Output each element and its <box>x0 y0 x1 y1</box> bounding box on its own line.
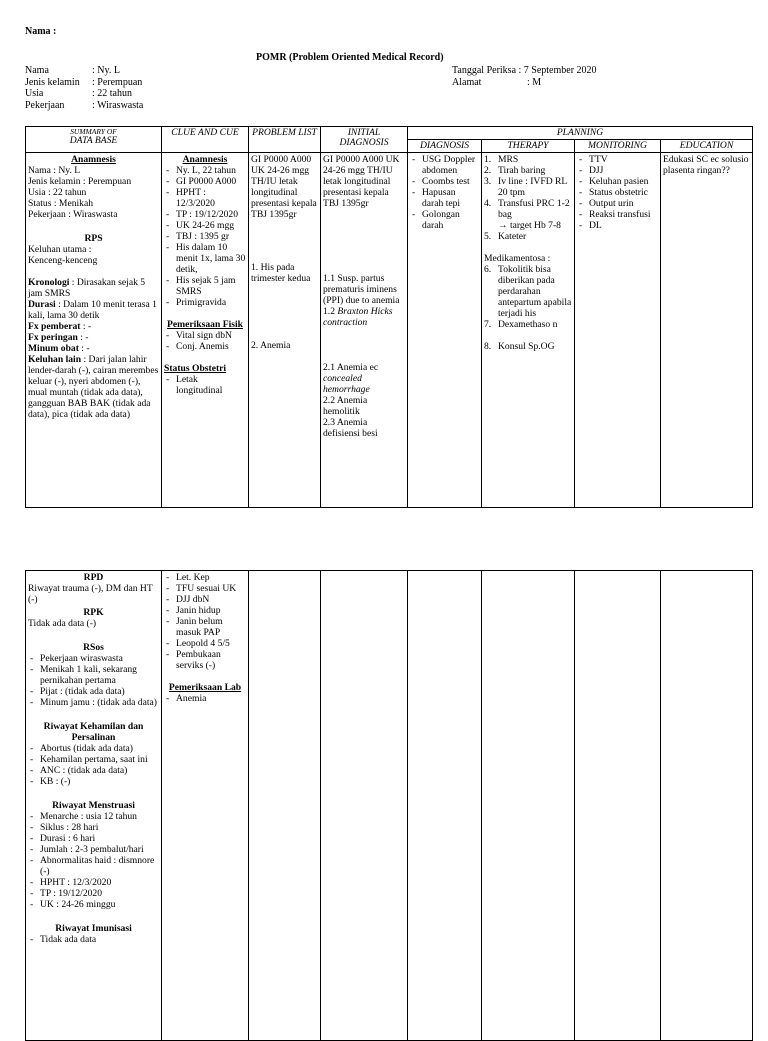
pemeriksaan-lab-heading: Pemeriksaan Lab <box>168 682 242 693</box>
list-item: - HPHT : 12/3/2020 <box>28 877 159 888</box>
list-item: - Coombs test <box>410 176 479 187</box>
problem-main: GI P0000 A000 UK 24-26 mgg TH/IU letak longitudinal presentasi kepala TBJ 1395gr <box>251 154 317 220</box>
rpk-heading: RPK <box>83 607 104 618</box>
problem-2: 2. Anemia <box>251 340 291 351</box>
initial-1-1: 1.1 Susp. partus prematuris iminens (PPI) due to anemia <box>323 273 400 306</box>
summary-cell-continued <box>26 571 162 1041</box>
list-item: 8. Konsul Sp.OG <box>484 341 555 352</box>
rpd-heading: RPD <box>83 572 104 583</box>
initial-2-1: 2.1 Anemia ec concealed hemorrhage <box>323 362 379 395</box>
list-item: - TTV <box>577 154 658 165</box>
keluhan-lain: Keluhan lain : Dari jalan lahir lender-darah (-), cairan merembes keluar (-), nyeri abdomen (-), mual muntah (tidak ada data), gangguan BAB BAK (tidak ada data), pica (tidak ada data) <box>28 354 159 420</box>
rsos-list <box>28 653 159 708</box>
clue-list <box>164 693 246 704</box>
rps-heading: RPS <box>84 233 103 244</box>
fx-peringan: Fx peringan : - <box>28 332 89 343</box>
initial-1-2: 1.2 Braxton Hicks contraction <box>323 306 393 328</box>
therapy-cell <box>482 153 575 508</box>
list-item: - His dalam 10 menit 1x, lama 30 detik, <box>164 242 246 275</box>
list-item: - Jumlah : 2-3 pembalut/hari <box>28 844 159 855</box>
header-education: EDUCATION <box>661 140 753 153</box>
transfusion-target: → target Hb 7-8 <box>498 220 561 231</box>
therapy-list <box>484 341 572 352</box>
patient-value: : Perempuan <box>92 76 143 88</box>
list-item: - Reaksi transfusi <box>577 209 658 220</box>
pemeriksaan-fisik-heading: Pemeriksaan Fisik <box>167 319 243 330</box>
summary-line: Status : Menikah <box>28 198 94 209</box>
list-item: - GI P0000 A000 <box>164 176 246 187</box>
education-text: Edukasi SC ec solusio plasenta ringan?? <box>663 154 749 176</box>
clue-list <box>164 330 246 352</box>
list-item: - Abnormalitas haid : dismnore (-) <box>28 855 159 877</box>
list-item: - Tidak ada data <box>28 934 159 945</box>
list-item: - Golongan darah <box>410 209 479 231</box>
kronologi: Kronologi : Dirasakan sejak 5 jam SMRS <box>28 277 146 299</box>
list-item: - His sejak 5 jam SMRS <box>164 275 246 297</box>
list-item: - UK 24-26 mgg <box>164 220 246 231</box>
address-row <box>452 77 597 89</box>
riwayat-kehamilan-list <box>28 743 159 787</box>
list-item: - DL <box>577 220 658 231</box>
list-item: - USG Doppler abdomen <box>410 154 479 176</box>
pomr-table-1 <box>25 126 753 508</box>
pomr-table-2 <box>25 570 753 1041</box>
monitoring-cell <box>575 153 661 508</box>
patient-label: Nama <box>25 65 49 76</box>
list-item: - Janin hidup <box>164 605 246 616</box>
list-item: - TP : 19/12/2020 <box>28 888 159 899</box>
list-item: 3. Iv line : IVFD RL 20 tpm <box>484 176 567 198</box>
exam-info <box>452 65 597 88</box>
clue-cell <box>162 153 249 508</box>
therapy-list <box>484 264 572 330</box>
rpk-value: Tidak ada data (-) <box>28 618 97 629</box>
minum-obat: Minum obat : - <box>28 343 90 354</box>
therapy-cell-continued <box>482 571 575 1041</box>
initial-diagnosis-cell-continued <box>321 571 408 1041</box>
patient-label: Pekerjaan <box>25 99 65 111</box>
education-cell-continued <box>661 571 753 1041</box>
list-item: - Letak longitudinal <box>164 374 246 396</box>
list-item: 5. Kateter <box>484 231 527 242</box>
riwayat-menstruasi-list <box>28 811 159 910</box>
education-cell <box>661 153 753 508</box>
diagnosis-cell-continued <box>408 571 482 1041</box>
keluhan-utama-value: Kenceng-kenceng <box>28 255 98 266</box>
page-title: POMR (Problem Oriented Medical Record) <box>256 52 444 63</box>
header-planning: PLANNING <box>408 127 753 140</box>
list-item: - Conj. Anemis <box>164 341 246 352</box>
header-summary: SUMMARY OF DATA BASE <box>26 127 162 153</box>
clue-cell-continued <box>162 571 249 1041</box>
initial-main: GI P0000 A000 UK 24-26 mgg TH/IU letak longitudinal presentasi kepala TBJ 1395gr <box>323 154 400 209</box>
list-item: - Pembukaan serviks (-) <box>164 649 246 671</box>
header-therapy: THERAPY <box>482 140 575 153</box>
patient-value: : Wiraswasta <box>92 99 144 111</box>
riwayat-imunisasi-list <box>28 934 159 945</box>
patient-row <box>25 100 143 112</box>
list-item: - TP : 19/12/2020 <box>164 209 246 220</box>
list-item: - Primigravida <box>164 297 246 308</box>
monitoring-cell-continued <box>575 571 661 1041</box>
list-item: - Leopold 4 5/5 <box>164 638 246 649</box>
patient-row <box>25 65 143 77</box>
header-monitoring: MONITORING <box>575 140 661 153</box>
list-item: - TFU sesuai UK <box>164 583 246 594</box>
clue-list <box>164 165 246 308</box>
list-item: - TBJ : 1395 gr <box>164 231 246 242</box>
problem-cell <box>249 153 321 508</box>
initial-2-2: 2.2 Anemia hemolitik <box>323 395 368 417</box>
diagnosis-list <box>410 154 479 231</box>
problem-cell-continued <box>249 571 321 1041</box>
list-item: - Menarche : usia 12 tahun <box>28 811 159 822</box>
list-item: - Hapusan darah tepi <box>410 187 479 209</box>
summary-line: Nama : Ny. L <box>28 165 81 176</box>
anamnesis-heading: Anamnesis <box>71 154 116 165</box>
list-item: - Pijat : (tidak ada data) <box>28 686 159 697</box>
header-diagnosis: DIAGNOSIS <box>408 140 482 153</box>
patient-row <box>25 77 143 89</box>
header-problem: PROBLEM LIST <box>249 127 321 153</box>
header-initial: INITIAL DIAGNOSIS <box>321 127 408 153</box>
header-clue: CLUE AND CUE <box>162 127 249 153</box>
riwayat-imunisasi-heading: Riwayat Imunisasi <box>55 923 132 934</box>
list-item: - Janin belum masuk PAP <box>164 616 246 638</box>
list-item: - ANC : (tidak ada data) <box>28 765 159 776</box>
list-item: - DJJ <box>577 165 658 176</box>
problem-1: 1. His pada trimester kedua <box>251 262 311 284</box>
list-item: - Kehamilan pertama, saat ini <box>28 754 159 765</box>
list-item: - Minum jamu : (tidak ada data) <box>28 697 159 708</box>
list-item: 1. MRS <box>484 154 519 165</box>
durasi: Durasi : Dalam 10 menit terasa 1 kali, lama 30 detik <box>28 299 157 321</box>
name-label: Nama : <box>25 26 57 37</box>
status-obstetri-heading: Status Obstetri <box>164 363 227 374</box>
list-item: - Pekerjaan wiraswasta <box>28 653 159 664</box>
patient-value: : 22 tahun <box>92 88 132 99</box>
summary-cell <box>26 153 162 508</box>
rsos-heading: RSos <box>83 642 104 653</box>
list-item: - KB : (-) <box>28 776 159 787</box>
initial-2-3: 2.3 Anemia defisiensi besi <box>323 417 378 439</box>
address-value: : M <box>527 76 542 88</box>
list-item: - Vital sign dbN <box>164 330 246 341</box>
list-item: 7. Dexamethaso n <box>484 319 558 330</box>
summary-line: Usia : 22 tahun <box>28 187 87 198</box>
list-item: 2. Tirah baring <box>484 165 546 176</box>
summary-line: Pekerjaan : Wiraswasta <box>28 209 118 220</box>
initial-diagnosis-cell <box>321 153 408 508</box>
diagnosis-cell <box>408 153 482 508</box>
list-item: - Menikah 1 kali, sekarang pernikahan pertama <box>28 664 159 686</box>
address-label: Alamat <box>452 76 482 88</box>
clue-anamnesis-heading: Anamnesis <box>182 154 228 165</box>
list-item: - Abortus (tidak ada data) <box>28 743 159 754</box>
rpd-value: Riwayat trauma (-), DM dan HT (-) <box>28 583 153 605</box>
list-item: - Anemia <box>164 693 246 704</box>
fx-pemberat: Fx pemberat : - <box>28 321 92 332</box>
riwayat-menstruasi-heading: Riwayat Menstruasi <box>52 800 135 811</box>
patient-row <box>25 88 143 100</box>
riwayat-kehamilan-heading: Riwayat Kehamilan dan Persalinan <box>43 721 144 743</box>
list-item: 4. Transfusi PRC 1-2 bag → target Hb 7-8 <box>484 198 572 231</box>
patient-label: Jenis kelamin <box>25 76 80 88</box>
clue-list <box>164 374 246 396</box>
list-item: - Status obstetric <box>577 187 658 198</box>
list-item: - Siklus : 28 hari <box>28 822 159 833</box>
patient-info <box>25 65 143 111</box>
list-item: - Ny. L, 22 tahun <box>164 165 246 176</box>
summary-line: Jenis kelamin : Perempuan <box>28 176 132 187</box>
list-item: - Durasi : 6 hari <box>28 833 159 844</box>
medikamentosa-label: Medikamentosa : <box>484 253 551 264</box>
list-item: 6. Tokolitik bisa diberikan pada perdarahan antepartum apabila terjadi his <box>484 264 572 319</box>
list-item: - Let. Kep <box>164 572 246 583</box>
monitoring-list <box>577 154 658 231</box>
clue-list <box>164 572 246 671</box>
list-item: - Keluhan pasien <box>577 176 658 187</box>
patient-value: : Ny. L <box>92 65 120 76</box>
list-item: - Output urin <box>577 198 658 209</box>
keluhan-utama-label: Keluhan utama : <box>28 244 92 255</box>
list-item: - HPHT : 12/3/2020 <box>164 187 246 209</box>
exam-date: Tanggal Periksa : 7 September 2020 <box>452 65 597 76</box>
therapy-list <box>484 154 572 242</box>
list-item: - DJJ dbN <box>164 594 246 605</box>
list-item: - UK : 24-26 minggu <box>28 899 159 910</box>
patient-label: Usia <box>25 88 44 99</box>
